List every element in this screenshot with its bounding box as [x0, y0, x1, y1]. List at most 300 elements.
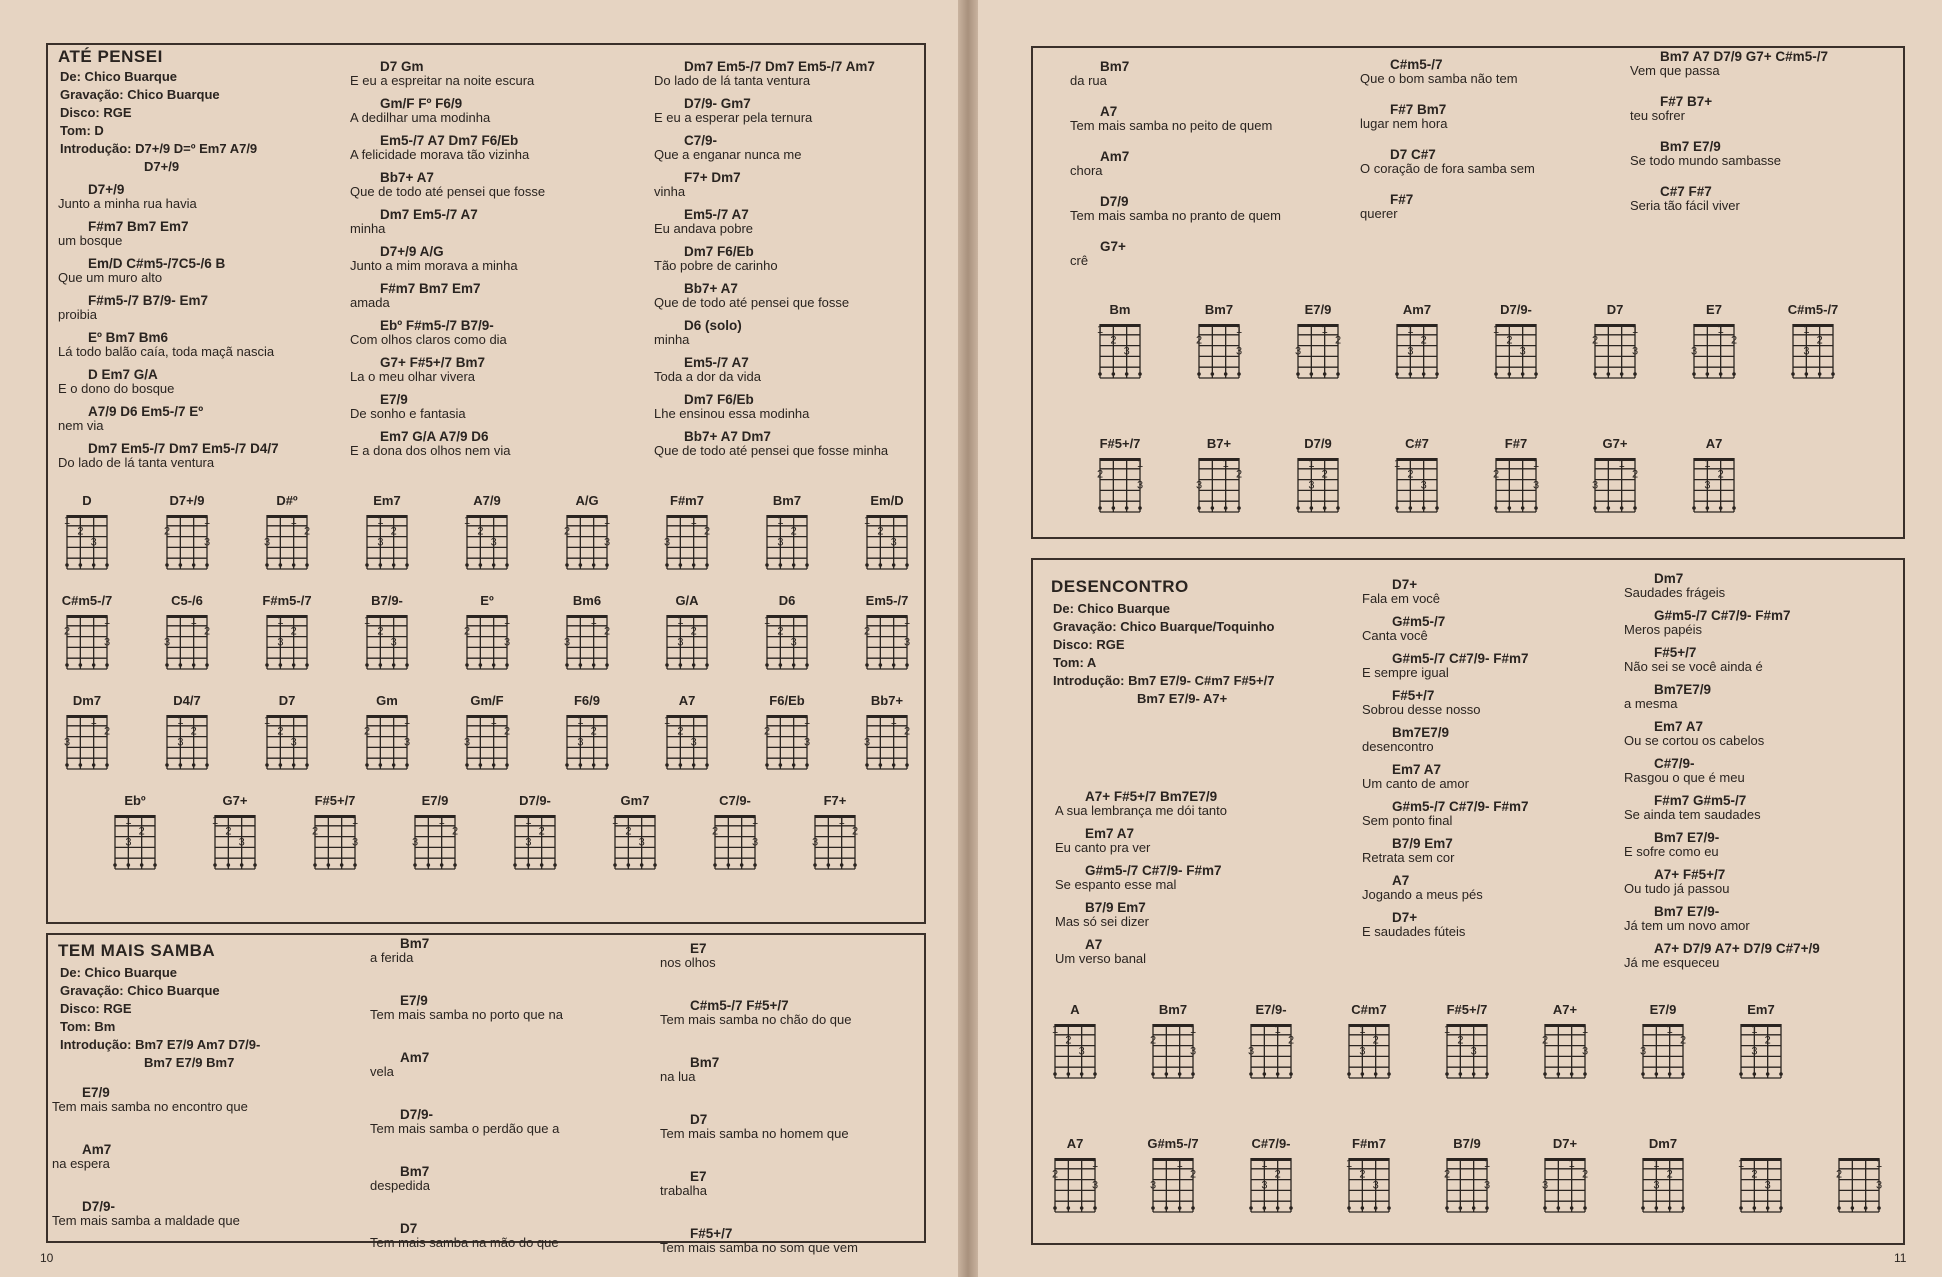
chord-diagram: [852, 493, 922, 577]
chord-string-dot: [1655, 1072, 1659, 1076]
chord-finger-mark: 2: [164, 525, 171, 538]
chord-string-dot: [79, 763, 83, 767]
chord-finger-mark: 3: [1876, 1179, 1883, 1192]
chord-string-dot: [1818, 372, 1822, 376]
chord-string-dot: [1719, 506, 1723, 510]
chord-finger-mark: 3: [1484, 1179, 1491, 1192]
chord-finger-mark: 3: [890, 536, 897, 549]
chord-string-dot: [405, 563, 409, 567]
chord-string-dot: [1098, 506, 1102, 510]
chord-finger-mark: 3: [104, 636, 111, 649]
undefined-lyric: E a dona dos olhos nem via: [350, 443, 511, 458]
chord-finger-mark: 2: [1372, 1034, 1379, 1047]
chord-diagram: [1432, 1002, 1502, 1086]
chord-nut: [615, 815, 655, 818]
chord-string-dot: [1211, 506, 1215, 510]
chord-diagram-label: Bm6: [572, 593, 602, 608]
chord-diagram: [800, 793, 870, 877]
chord-diagram-label: C7/9-: [719, 793, 751, 808]
chord-diagram: [52, 693, 122, 777]
chord-finger-mark: 2: [1666, 1168, 1673, 1181]
chord-finger-mark: 2: [1444, 1168, 1451, 1181]
chord-nut: [367, 615, 407, 618]
chord-nut: [167, 715, 207, 718]
chord-finger-mark: 3: [1137, 479, 1144, 492]
chord-string-dot: [279, 763, 283, 767]
chord-string-dot: [653, 863, 657, 867]
undefined-chords: D7+/9 A/G: [380, 244, 444, 259]
chord-string-dot: [765, 663, 769, 667]
chord-string-dot: [1593, 506, 1597, 510]
chord-diagram-label: D7: [278, 693, 296, 708]
chord-diagram: [1530, 1136, 1600, 1220]
chord-string-dot: [1093, 1072, 1097, 1076]
chord-finger-mark: 2: [1065, 1034, 1072, 1047]
chord-string-dot: [505, 563, 509, 567]
chord-diagram: [1085, 436, 1155, 520]
chord-diagram-label: G#m5-/7: [1147, 1136, 1199, 1151]
chord-finger-mark: 1: [490, 714, 497, 727]
chord-finger-mark: 3: [1261, 1179, 1268, 1192]
desencontro-title: DESENCONTRO: [1051, 577, 1189, 596]
chord-nut: [667, 615, 707, 618]
chord-string-dot: [892, 763, 896, 767]
chord-finger-mark: 2: [1731, 334, 1738, 347]
chord-string-dot: [665, 763, 669, 767]
chord-string-dot: [1138, 372, 1142, 376]
undefined-chords: F7+ Dm7: [684, 170, 741, 185]
undefined-chords: Bm7E7/9: [1392, 725, 1450, 740]
undefined-lyric: Que o bom samba não tem: [1360, 71, 1518, 86]
chord-string-dot: [805, 663, 809, 667]
chord-finger-mark: 2: [677, 725, 684, 738]
undefined-lyric: E sempre igual: [1362, 665, 1449, 680]
chord-nut: [267, 715, 307, 718]
chord-finger-mark: 2: [590, 725, 597, 738]
chord-diagram-label: D: [82, 493, 92, 508]
chord-nut: [715, 815, 755, 818]
chord-finger-mark: 3: [1653, 1179, 1660, 1192]
chord-finger-mark: 2: [77, 525, 84, 538]
chord-string-dot: [1112, 372, 1116, 376]
chord-finger-mark: 2: [1321, 468, 1328, 481]
chord-string-dot: [905, 563, 909, 567]
undefined-lyric: Jogando a meus pés: [1362, 887, 1483, 902]
page-number-right: 11: [1894, 1251, 1907, 1265]
song-meta-line: Disco: RGE: [60, 105, 132, 120]
chord-diagram: [652, 693, 722, 777]
undefined-chords: G#m5-/7 C#7/9- F#m7: [1392, 799, 1529, 814]
undefined-chords: G#m5-/7 C#7/9- F#m7: [1392, 651, 1529, 666]
chord-diagram: [1085, 302, 1155, 386]
chord-nut: [1694, 458, 1734, 461]
chord-string-dot: [705, 663, 709, 667]
song-meta-line: Tom: Bm: [60, 1019, 116, 1034]
chord-string-dot: [405, 763, 409, 767]
chord-diagram: [152, 493, 222, 577]
chord-finger-mark: 3: [1764, 1179, 1771, 1192]
chord-finger-mark: 2: [1542, 1034, 1549, 1047]
undefined-chords: F#m7 G#m5-/7: [1654, 793, 1747, 808]
chord-string-dot: [1224, 372, 1228, 376]
undefined-chords: C#7/9-: [1654, 756, 1695, 771]
chord-finger-mark: 3: [864, 736, 871, 749]
chord-finger-mark: 1: [1097, 323, 1104, 336]
undefined-chords: E7: [690, 941, 707, 956]
chord-diagram: [452, 693, 522, 777]
chord-finger-mark: 2: [704, 525, 711, 538]
chord-string-dot: [753, 863, 757, 867]
undefined-lyric: crê: [1070, 253, 1089, 268]
undefined-lyric: Toda a dor da vida: [654, 369, 761, 384]
chord-finger-mark: 2: [1110, 334, 1117, 347]
chord-nut: [1694, 324, 1734, 327]
chord-string-dot: [640, 863, 644, 867]
chord-diagram-label: Bm7: [772, 493, 802, 508]
chord-finger-mark: 3: [577, 736, 584, 749]
chord-string-dot: [1336, 506, 1340, 510]
undefined-lyric: A felicidade morava tão vizinha: [350, 147, 530, 162]
chord-diagram: [152, 593, 222, 677]
undefined-lyric: Tem mais samba na mão do que: [370, 1235, 559, 1250]
chord-string-dot: [1435, 372, 1439, 376]
chord-string-dot: [1151, 1072, 1155, 1076]
undefined-lyric: nem via: [58, 418, 104, 433]
chord-nut: [215, 815, 255, 818]
chord-string-dot: [1310, 506, 1314, 510]
undefined-lyric: Que a enganar nunca me: [654, 147, 802, 162]
chord-nut: [1447, 1158, 1487, 1161]
chord-string-dot: [613, 863, 617, 867]
chord-string-dot: [1197, 506, 1201, 510]
undefined-lyric: Tem mais samba o perdão que a: [370, 1121, 560, 1136]
undefined-lyric: E eu a esperar pela ternura: [654, 110, 813, 125]
chord-diagram: [1184, 302, 1254, 386]
chord-string-dot: [1112, 506, 1116, 510]
song-meta-line: Tom: A: [1053, 655, 1097, 670]
chord-nut: [167, 515, 207, 518]
chord-finger-mark: 1: [577, 714, 584, 727]
chord-diagram: [552, 493, 622, 577]
undefined-chords: C#m5-/7: [1390, 57, 1443, 72]
chord-string-dot: [1310, 372, 1314, 376]
undefined-chords: Dm7 F6/Eb: [684, 392, 754, 407]
chord-nut: [867, 715, 907, 718]
chord-string-dot: [679, 563, 683, 567]
chord-finger-mark: 2: [477, 525, 484, 538]
chord-diagram-label: D4/7: [173, 693, 201, 708]
chord-finger-mark: 3: [490, 536, 497, 549]
chord-finger-mark: 3: [1248, 1045, 1255, 1058]
chord-diagram-label: E7/9: [1649, 1002, 1677, 1017]
chord-nut: [1251, 1024, 1291, 1027]
undefined-lyric: vinha: [654, 184, 686, 199]
undefined-lyric: Com olhos claros como dia: [350, 332, 507, 347]
chord-finger-mark: 1: [290, 514, 297, 527]
chord-nut: [767, 615, 807, 618]
chord-diagram-label: F#5+/7: [1446, 1002, 1488, 1017]
chord-diagram: [852, 693, 922, 777]
undefined-chords: Eº Bm7 Bm6: [88, 330, 168, 345]
chord-diagram-label: Gm7: [620, 793, 650, 808]
undefined-chords: E7/9: [380, 392, 408, 407]
chord-diagram-label: Em/D: [870, 493, 904, 508]
undefined-chords: F#5+/7: [1392, 688, 1435, 703]
ate-pensei-title: ATÉ PENSEI: [58, 47, 163, 66]
chord-string-dot: [1766, 1206, 1770, 1210]
chord-nut: [1298, 458, 1338, 461]
undefined-lyric: La o meu olhar vivera: [350, 369, 476, 384]
chord-finger-mark: 1: [1444, 1023, 1451, 1036]
chord-string-dot: [365, 763, 369, 767]
chord-diagram: [1040, 1002, 1110, 1086]
chord-diagram: [1628, 1002, 1698, 1086]
chord-finger-mark: 2: [1816, 334, 1823, 347]
chord-string-dot: [379, 763, 383, 767]
chord-finger-mark: 3: [1533, 479, 1540, 492]
chord-finger-mark: 3: [64, 736, 71, 749]
chord-string-dot: [1668, 1072, 1672, 1076]
chord-finger-mark: 3: [1542, 1179, 1549, 1192]
chord-finger-mark: 1: [1308, 457, 1315, 470]
chord-string-dot: [1249, 1072, 1253, 1076]
chord-finger-mark: 3: [1308, 479, 1315, 492]
chord-string-dot: [792, 763, 796, 767]
chord-finger-mark: 1: [404, 714, 411, 727]
chord-string-dot: [1607, 506, 1611, 510]
undefined-lyric: proibia: [58, 307, 98, 322]
chord-string-dot: [1347, 1072, 1351, 1076]
chord-finger-mark: 2: [312, 825, 319, 838]
chord-string-dot: [1289, 1206, 1293, 1210]
chord-diagram: [1236, 1002, 1306, 1086]
chord-diagram-label: C5-/6: [171, 593, 203, 608]
chord-diagram: [52, 593, 122, 677]
chord-finger-mark: 2: [764, 725, 771, 738]
chord-diagram-label: Am7: [1402, 302, 1432, 317]
chord-string-dot: [413, 863, 417, 867]
chord-nut: [1839, 1158, 1879, 1161]
chord-finger-mark: 1: [1236, 323, 1243, 336]
chord-string-dot: [205, 663, 209, 667]
chord-string-dot: [492, 663, 496, 667]
chord-finger-mark: 1: [264, 714, 271, 727]
undefined-lyric: Tem mais samba a maldade que: [52, 1213, 240, 1228]
chord-diagram-label: A/G: [575, 493, 599, 508]
chord-finger-mark: 1: [1052, 1023, 1059, 1036]
chord-diagram: [600, 793, 670, 877]
chord-finger-mark: 3: [1359, 1045, 1366, 1058]
chord-diagram-label: A7/9: [473, 493, 501, 508]
chord-string-dot: [1361, 1206, 1365, 1210]
chord-string-dot: [1296, 372, 1300, 376]
chord-finger-mark: 2: [390, 525, 397, 538]
chord-string-dot: [79, 563, 83, 567]
chord-diagram-label: C#7: [1405, 436, 1429, 451]
chord-finger-mark: 1: [1632, 323, 1639, 336]
undefined-chords: F#7 B7+: [1660, 94, 1713, 109]
chord-diagram: [1580, 302, 1650, 386]
chord-diagram: [652, 493, 722, 577]
chord-string-dot: [1692, 506, 1696, 510]
chord-finger-mark: 3: [377, 536, 384, 549]
chord-string-dot: [79, 663, 83, 667]
undefined-lyric: amada: [350, 295, 390, 310]
chord-string-dot: [479, 763, 483, 767]
chord-string-dot: [279, 663, 283, 667]
undefined-lyric: minha: [350, 221, 386, 236]
chord-diagram: [500, 793, 570, 877]
undefined-lyric: Junto a mim morava a minha: [350, 258, 518, 273]
undefined-chords: Bm7E7/9: [1654, 682, 1712, 697]
chord-string-dot: [692, 563, 696, 567]
chord-diagram: [300, 793, 370, 877]
song-meta-line: Tom: D: [60, 123, 104, 138]
chord-string-dot: [292, 563, 296, 567]
chord-finger-mark: 2: [190, 725, 197, 738]
chord-string-dot: [727, 863, 731, 867]
chord-string-dot: [1387, 1072, 1391, 1076]
undefined-lyric: Um verso banal: [1055, 951, 1147, 966]
chord-string-dot: [1459, 1206, 1463, 1210]
chord-string-dot: [1422, 506, 1426, 510]
chord-diagram-label: E7/9: [1304, 302, 1332, 317]
chord-finger-mark: 1: [277, 614, 284, 627]
undefined-chords: D7+: [1392, 577, 1418, 592]
chord-string-dot: [440, 863, 444, 867]
chord-finger-mark: 3: [177, 736, 184, 749]
chord-finger-mark: 2: [1592, 334, 1599, 347]
chord-finger-mark: 2: [1582, 1168, 1589, 1181]
song-meta-line: Gravação: Chico Buarque: [60, 87, 220, 102]
chord-string-dot: [865, 563, 869, 567]
song-meta-line: Gravação: Chico Buarque/Toquinho: [1053, 619, 1275, 634]
chord-nut: [467, 515, 507, 518]
undefined-chords: G#m5-/7: [1392, 614, 1446, 629]
chord-finger-mark: 3: [464, 736, 471, 749]
chord-finger-mark: 3: [125, 836, 132, 849]
chord-string-dot: [1620, 372, 1624, 376]
chord-nut: [1545, 1158, 1585, 1161]
chord-finger-mark: 2: [790, 525, 797, 538]
chord-finger-mark: 3: [664, 536, 671, 549]
chord-string-dot: [340, 863, 344, 867]
undefined-lyric: Que de todo até pensei que fosse: [350, 184, 546, 199]
undefined-chords: D7/9- Gm7: [684, 96, 751, 111]
undefined-lyric: Lhe ensinou essa modinha: [654, 406, 810, 421]
chord-nut: [1741, 1024, 1781, 1027]
chord-diagram-label: Bm7: [1158, 1002, 1188, 1017]
undefined-lyric: trabalha: [660, 1183, 707, 1198]
chord-nut: [367, 515, 407, 518]
chord-string-dot: [305, 663, 309, 667]
undefined-lyric: Não sei se você ainda é: [1624, 659, 1763, 674]
chord-string-dot: [1237, 372, 1241, 376]
chord-string-dot: [392, 763, 396, 767]
chord-diagram: [1382, 436, 1452, 520]
chord-finger-mark: 1: [1666, 1023, 1673, 1036]
chord-diagram: [700, 793, 770, 877]
undefined-chords: D7: [400, 1221, 418, 1236]
chord-finger-mark: 3: [1190, 1045, 1197, 1058]
chord-string-dot: [1633, 506, 1637, 510]
chord-finger-mark: 1: [1533, 457, 1540, 470]
undefined-lyric: Do lado de lá tanta ventura: [654, 73, 811, 88]
chord-string-dot: [1435, 506, 1439, 510]
undefined-lyric: Tem mais samba no som que vem: [660, 1240, 858, 1255]
undefined-lyric: Que de todo até pensei que fosse: [654, 295, 850, 310]
undefined-chords: A7: [1100, 104, 1118, 119]
chord-diagram: [752, 593, 822, 677]
undefined-chords: D7/9: [1100, 194, 1129, 209]
chord-string-dot: [1263, 1206, 1267, 1210]
chord-nut: [667, 515, 707, 518]
chord-string-dot: [1557, 1206, 1561, 1210]
chord-diagram-label: A7+: [1552, 1002, 1578, 1017]
chord-string-dot: [1323, 372, 1327, 376]
undefined-chords: Bb7+ A7: [684, 281, 738, 296]
chord-diagram: [1138, 1136, 1208, 1220]
undefined-lyric: Já me esqueceu: [1624, 955, 1720, 970]
chord-string-dot: [1178, 1206, 1182, 1210]
chord-diagram-label: A7: [678, 693, 696, 708]
chord-string-dot: [379, 663, 383, 667]
chord-string-dot: [1323, 506, 1327, 510]
chord-string-dot: [1633, 372, 1637, 376]
chord-string-dot: [1067, 1072, 1071, 1076]
chord-diagram: [552, 593, 622, 677]
song-meta-line: Bm7 E7/9- A7+: [1137, 691, 1228, 706]
undefined-lyric: chora: [1070, 163, 1103, 178]
chord-finger-mark: 2: [64, 625, 71, 638]
chord-string-dot: [1692, 372, 1696, 376]
chord-string-dot: [479, 663, 483, 667]
chord-diagram-label: Dm7: [1648, 1136, 1678, 1151]
undefined-chords: F#m5-/7 B7/9- Em7: [88, 293, 209, 308]
chord-string-dot: [565, 663, 569, 667]
undefined-chords: D7 Gm: [380, 59, 424, 74]
chord-nut: [1055, 1158, 1095, 1161]
chord-string-dot: [579, 563, 583, 567]
chord-diagram-label: B7/9: [1453, 1136, 1481, 1151]
chord-string-dot: [892, 563, 896, 567]
chord-string-dot: [805, 563, 809, 567]
chord-string-dot: [305, 563, 309, 567]
chord-finger-mark: 2: [464, 625, 471, 638]
chord-finger-mark: 3: [638, 836, 645, 849]
chord-finger-mark: 2: [690, 625, 697, 638]
chord-finger-mark: 3: [504, 636, 511, 649]
chord-finger-mark: 3: [1150, 1179, 1157, 1192]
chord-finger-mark: 2: [1359, 1168, 1366, 1181]
chord-string-dot: [865, 763, 869, 767]
chord-string-dot: [353, 863, 357, 867]
chord-nut: [1251, 1158, 1291, 1161]
chord-string-dot: [465, 663, 469, 667]
chord-diagram: [652, 593, 722, 677]
chord-string-dot: [240, 863, 244, 867]
undefined-lyric: A dedilhar uma modinha: [350, 110, 491, 125]
chord-string-dot: [179, 763, 183, 767]
undefined-lyric: Fala em você: [1362, 591, 1441, 606]
chord-diagram-label: E7/9: [421, 793, 449, 808]
undefined-chords: Bm7: [400, 1164, 430, 1179]
undefined-chords: D7 C#7: [1390, 147, 1436, 162]
chord-finger-mark: 2: [1506, 334, 1513, 347]
chord-finger-mark: 1: [764, 614, 771, 627]
chord-nut: [667, 715, 707, 718]
chord-string-dot: [179, 563, 183, 567]
